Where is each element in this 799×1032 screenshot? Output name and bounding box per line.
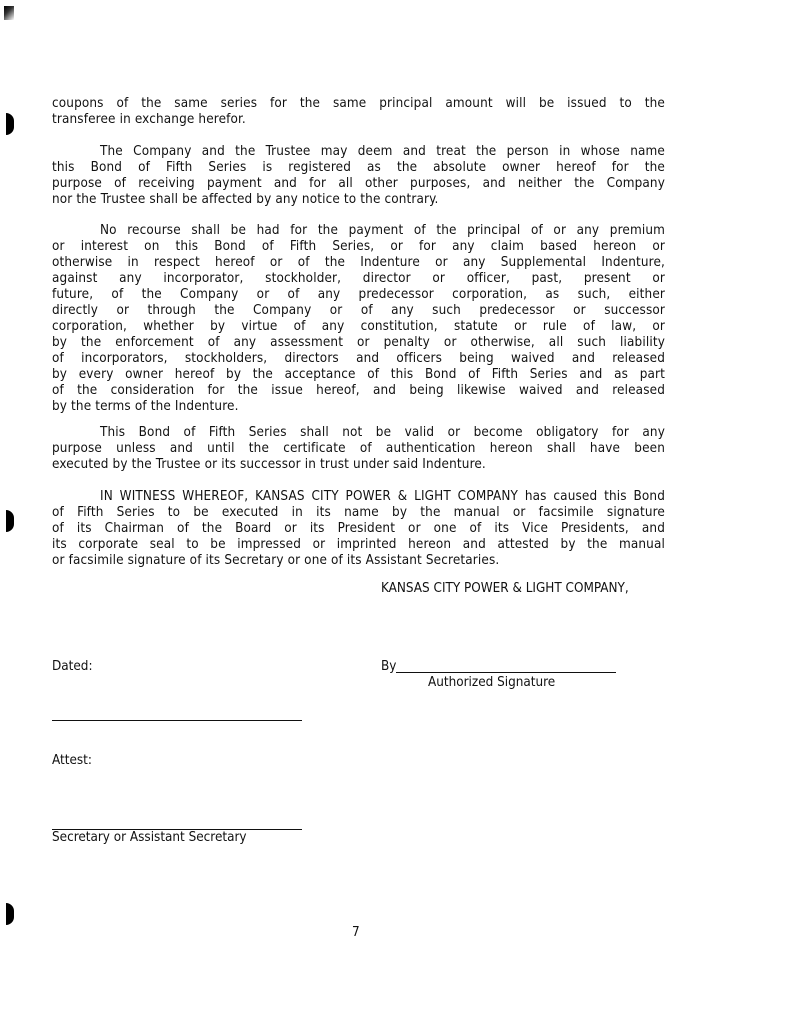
text-line: of Fifth Series to be executed in its name by the manual or facsimile signature (52, 505, 665, 520)
secretary-label: Secretary or Assistant Secretary (52, 830, 247, 845)
text-line: of incorporators, stockholders, directors and officers being waived and released (52, 351, 665, 366)
text-line: otherwise in respect hereof or of the Indenture or any Supplemental Indenture, (52, 255, 665, 270)
text-line: transferee in exchange herefor. (52, 112, 246, 127)
punch-hole-mark (6, 510, 14, 532)
punch-hole-mark (6, 113, 14, 135)
text-line: The Company and the Trustee may deem and treat the person in whose name (100, 144, 665, 159)
text-line: executed by the Trustee or its successor in trust under said Indenture. (52, 457, 486, 472)
text-line: of its Chairman of the Board or its President or one of its Vice Presidents, and (52, 521, 665, 536)
text-line: its corporate seal to be impressed or imprinted hereon and attested by the manual (52, 537, 665, 552)
text-line: by the enforcement of any assessment or penalty or otherwise, all such liability (52, 335, 665, 350)
dated-label: Dated: (52, 659, 93, 674)
signature-line (396, 672, 616, 673)
by-label: By (381, 659, 397, 674)
text-line: or interest on this Bond of Fifth Series, or for any claim based hereon or (52, 239, 665, 254)
text-line: nor the Trustee shall be affected by any notice to the contrary. (52, 192, 439, 207)
paragraph-no-recourse (52, 223, 665, 415)
text-line: No recourse shall be had for the payment of the principal of or any premium (100, 223, 665, 238)
paragraph-ownership (52, 144, 665, 208)
text-line: against any incorporator, stockholder, director or officer, past, present or (52, 271, 665, 286)
text-line: future, of the Company or of any predecessor corporation, as such, either (52, 287, 665, 302)
page-number: 7 (352, 925, 360, 940)
paragraph-transfer (52, 96, 665, 128)
company-signature-block: KANSAS CITY POWER & LIGHT COMPANY, (381, 581, 629, 596)
text-line: by the terms of the Indenture. (52, 399, 239, 414)
text-line: this Bond of Fifth Series is registered as the absolute owner hereof for the (52, 160, 665, 175)
text-line: corporation, whether by virtue of any constitution, statute or rule of law, or (52, 319, 665, 334)
date-line (52, 720, 302, 721)
text-line: coupons of the same series for the same principal amount will be issued to the (52, 96, 665, 111)
text-line: purpose unless and until the certificate of authentication hereon shall have been (52, 441, 665, 456)
paragraph-validity (52, 425, 665, 473)
text-line: purpose of receiving payment and for all other purposes, and neither the Company (52, 176, 665, 191)
text-line: or facsimile signature of its Secretary or one of its Assistant Secretaries. (52, 553, 500, 568)
text-line: IN WITNESS WHEREOF, KANSAS CITY POWER & LIGHT COMPANY has caused this Bond (100, 489, 665, 504)
paragraph-in-witness (52, 489, 665, 569)
punch-hole-mark (6, 903, 14, 925)
text-line: This Bond of Fifth Series shall not be valid or become obligatory for any (100, 425, 665, 440)
authorized-signature-label: Authorized Signature (428, 675, 556, 690)
text-line: directly or through the Company or of any such predecessor or successor (52, 303, 665, 318)
text-line: of the consideration for the issue hereof, and being likewise waived and released (52, 383, 665, 398)
attest-label: Attest: (52, 753, 92, 768)
text-line: by every owner hereof by the acceptance of this Bond of Fifth Series and as part (52, 367, 665, 382)
scan-artifact (4, 6, 14, 20)
